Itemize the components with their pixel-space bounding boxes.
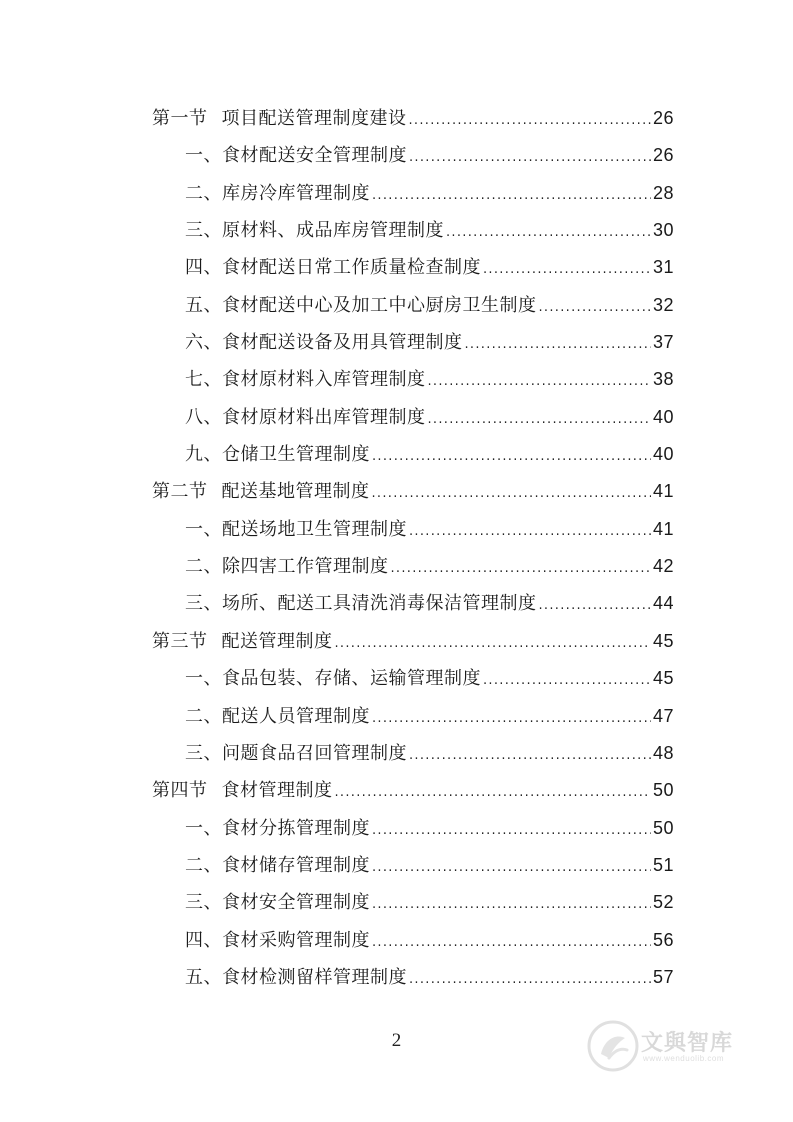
toc-item-row[interactable] [152,212,674,249]
toc-entry-label [152,772,333,809]
toc-entry-label [185,436,370,473]
toc-entry-label [152,100,407,137]
toc-entry-title: 食材采购管理制度 [222,929,370,951]
toc-entry-prefix: 一、 [185,518,222,540]
toc-leader-dots [465,326,651,363]
toc-entry-label [185,922,370,959]
toc-item-row[interactable] [152,175,674,212]
toc-entry-page: 45 [652,668,674,689]
toc-entry-label [185,548,389,585]
toc-entry-page: 51 [652,854,674,875]
toc-entry-label [185,399,426,436]
toc-entry-label [185,810,370,847]
toc-entry-page: 44 [652,593,674,614]
toc-entry-prefix: 五、 [185,294,222,316]
toc-entry-prefix: 第一节 [152,108,208,129]
toc-item-row[interactable] [152,959,674,996]
toc-entry-page: 48 [652,742,674,763]
toc-entry-label [185,847,370,884]
toc-entry-prefix: 第四节 [152,780,208,802]
toc-entry-title: 配送管理制度 [221,630,333,652]
toc-entry-label [185,361,426,398]
toc-leader-dots [372,475,651,512]
toc-entry-prefix: 一、 [185,145,222,167]
toc-entry-prefix: 三、 [185,593,222,615]
toc-entry-page: 40 [652,406,674,427]
toc-leader-dots [372,700,651,737]
toc-item-row[interactable] [152,287,674,324]
toc-item-row[interactable] [152,698,674,735]
toc-entry-label [185,175,370,212]
toc-entry-label [185,585,537,622]
toc-entry-page: 41 [652,481,674,502]
toc-entry-prefix: 四、 [185,929,222,951]
toc-entry-label [185,735,407,772]
toc-item-row[interactable] [152,735,674,772]
toc-entry-label [152,623,333,660]
toc-entry-page: 26 [652,108,674,128]
toc-item-row[interactable] [152,922,674,959]
toc-entry-prefix: 一、 [185,668,222,690]
toc-leader-dots [372,177,651,214]
toc-entry-label [185,884,370,921]
page-number: 2 [391,1030,402,1051]
toc-leader-dots [409,737,651,774]
toc-entry-page: 38 [652,369,674,390]
toc-leader-dots [539,289,651,326]
toc-entry-title: 问题食品召回管理制度 [222,742,407,764]
toc-item-row[interactable] [152,810,674,847]
toc-entry-label [185,287,537,324]
toc-entry-page: 57 [652,966,674,987]
toc-item-row[interactable] [152,847,674,884]
toc-leader-dots [428,363,651,400]
toc-entry-page: 52 [652,892,674,913]
toc-entry-prefix: 二、 [185,854,222,876]
toc-entry-prefix: 三、 [185,742,222,764]
toc-entry-title: 仓储卫生管理制度 [222,444,370,466]
toc-entry-prefix: 二、 [185,705,222,727]
toc-entry-page: 50 [652,780,674,801]
toc-item-row[interactable] [152,361,674,398]
toc-entry-title: 食材配送中心及加工中心厨房卫生制度 [222,294,537,316]
watermark [587,1020,757,1076]
toc-entry-page: 31 [652,257,674,278]
toc-leader-dots [372,886,651,923]
toc-entry-page: 37 [652,332,674,353]
toc-entry-title: 原材料、成品库房管理制度 [222,220,444,242]
toc-item-row[interactable] [152,548,674,585]
toc-section-row[interactable] [152,772,674,809]
toc-entry-title: 食材储存管理制度 [222,854,370,876]
toc-entry-title: 配送场地卫生管理制度 [222,518,407,540]
toc-entry-title: 食材配送日常工作质量检查制度 [222,257,481,279]
toc-entry-prefix: 七、 [185,369,222,391]
toc-entry-title: 配送人员管理制度 [222,705,370,727]
toc-item-row[interactable] [152,324,674,361]
toc-entry-page: 28 [652,182,674,203]
toc-item-row[interactable] [152,249,674,286]
toc-entry-title: 食材分拣管理制度 [222,817,370,839]
toc-leader-dots [409,102,651,139]
toc-entry-title: 食材安全管理制度 [222,892,370,914]
toc-leader-dots [335,625,651,662]
toc-entry-prefix: 四、 [185,257,222,279]
toc-leader-dots [539,587,651,624]
toc-entry-label [152,473,370,510]
toc-leader-dots [409,513,651,550]
toc-entry-title: 库房冷库管理制度 [222,182,370,204]
toc-entry-prefix: 二、 [185,556,222,578]
toc-entry-title: 食材配送安全管理制度 [222,145,407,167]
toc-entry-page: 40 [652,444,674,465]
toc-entry-title: 食材原材料入库管理制度 [222,369,426,391]
toc-leader-dots [391,550,651,587]
toc-entry-title: 项目配送管理制度建设 [221,108,407,129]
toc-entry-prefix: 二、 [185,182,222,204]
toc-entry-label [185,249,481,286]
toc-entry-page: 47 [652,705,674,726]
toc-item-row[interactable] [152,511,674,548]
toc-entry-prefix: 第二节 [152,481,208,503]
watermark-url: www.wenduolib.com [643,1054,724,1063]
toc-entry-label [185,324,463,361]
toc-leader-dots [483,251,651,288]
toc-entry-title: 食材管理制度 [221,780,333,802]
toc-leader-dots [428,401,651,438]
toc-leader-dots [335,774,651,811]
toc-leader-dots [372,438,651,475]
toc-entry-label [185,959,407,996]
toc-entry-prefix: 八、 [185,406,222,428]
toc-entry-title: 食材配送设备及用具管理制度 [222,332,463,354]
toc-item-row[interactable] [152,399,674,436]
toc-item-row[interactable] [152,660,674,697]
toc-section-row[interactable] [152,623,674,660]
toc-entry-page: 30 [652,220,674,241]
toc-entry-label [185,511,407,548]
toc-leader-dots [372,812,651,849]
toc-entry-label [185,212,444,249]
toc-leader-dots [409,139,651,176]
toc-entry-prefix: 三、 [185,892,222,914]
toc-item-row[interactable] [152,585,674,622]
toc-entry-prefix: 第三节 [152,630,208,652]
toc-leader-dots [372,924,651,961]
watermark-brand: 文與智库 [641,1031,734,1056]
toc-leader-dots [483,662,651,699]
toc-entry-title: 食品包装、存储、运输管理制度 [222,668,481,690]
toc-entry-prefix: 一、 [185,817,222,839]
toc-entry-page: 56 [652,929,674,950]
toc-entry-prefix: 五、 [185,966,222,988]
toc-entry-page: 50 [652,817,674,838]
toc-leader-dots [372,849,651,886]
toc-leader-dots [446,214,651,251]
toc-entry-title: 食材检测留样管理制度 [222,966,407,988]
toc-entry-page: 41 [652,518,674,539]
toc-entry-page: 45 [652,630,674,651]
toc-section-row[interactable] [152,100,674,137]
wenku-logo-icon [587,1020,639,1072]
table-of-contents [152,100,674,996]
toc-section-row[interactable] [152,473,674,510]
toc-entry-page: 32 [652,294,674,315]
toc-entry-prefix: 三、 [185,220,222,242]
toc-item-row[interactable] [152,137,674,174]
toc-entry-title: 配送基地管理制度 [221,481,370,503]
toc-entry-title: 场所、配送工具清洗消毒保洁管理制度 [222,593,537,615]
toc-entry-title: 食材原材料出库管理制度 [222,406,426,428]
toc-entry-prefix: 九、 [185,444,222,466]
toc-entry-label [185,698,370,735]
toc-leader-dots [409,961,651,998]
toc-entry-page: 26 [652,145,674,166]
toc-item-row[interactable] [152,884,674,921]
toc-entry-prefix: 六、 [185,332,222,354]
toc-entry-page: 42 [652,556,674,577]
toc-entry-title: 除四害工作管理制度 [222,556,389,578]
toc-entry-label [185,137,407,174]
toc-entry-label [185,660,481,697]
toc-item-row[interactable] [152,436,674,473]
